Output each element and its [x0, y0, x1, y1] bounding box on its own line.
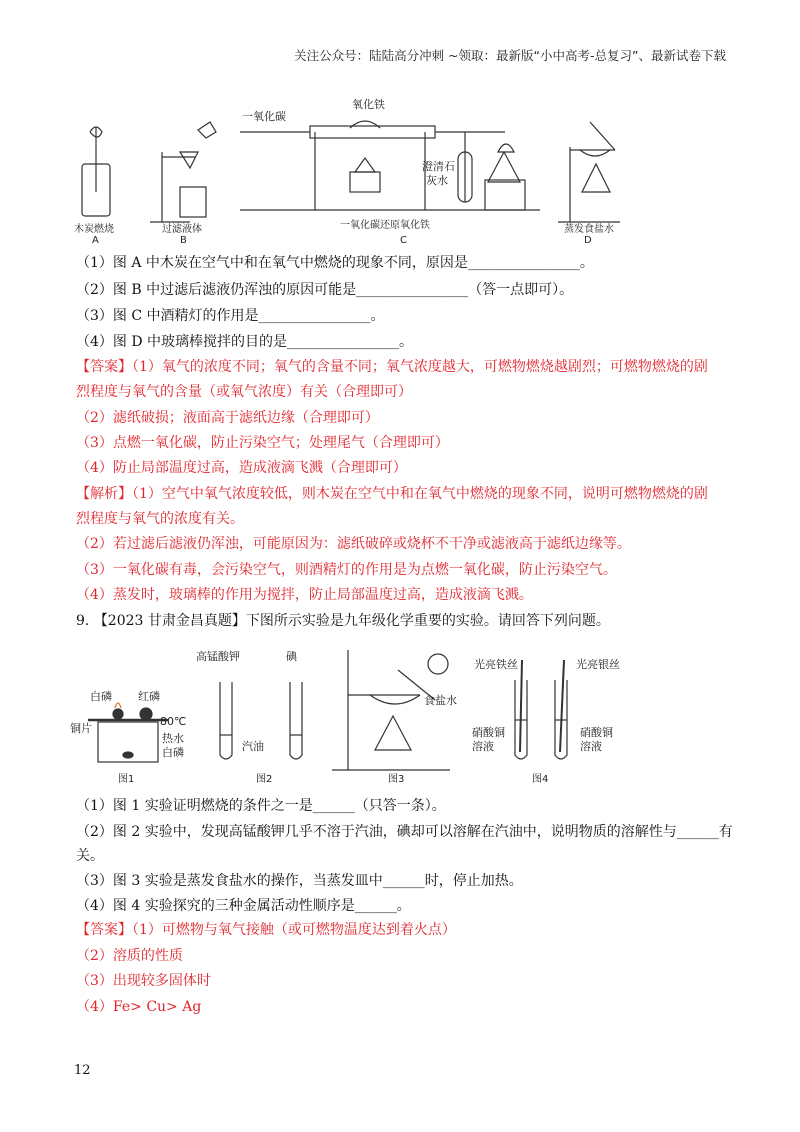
q9-question-1: （1）图 1 实验证明燃烧的条件之一是______（只答一条）。 [76, 798, 446, 814]
fig1-white-phosphorus-2: 白磷 [162, 746, 184, 759]
label-fe2o3: 氧化铁 [352, 98, 385, 111]
q9-answer-4: （4）Fe> Cu> Ag [76, 999, 202, 1015]
caption-d-letter: D [584, 235, 592, 246]
label-limewater-2: 灰水 [426, 174, 448, 187]
caption-a: 木炭燃烧 [74, 224, 114, 235]
fig1-red-phosphorus: 红磷 [138, 690, 160, 703]
q9-question-2a: （2）图 2 实验中，发现高锰酸钾几乎不溶于汽油，碘却可以溶解在汽油中，说明物质的溶解性与______有 [76, 824, 733, 840]
page-number: 12 [74, 1063, 91, 1078]
fig2-iodine: 碘 [286, 650, 297, 663]
q8-answer-1a: 【答案】（1）氧气的浓度不同；氧气的含量不同；氧气浓度越大，可燃物燃烧越剧烈；可燃物燃烧的剧 [76, 359, 708, 375]
fig4-cuno3-left-1: 硝酸铜 [472, 726, 505, 739]
figure-top-row [70, 92, 730, 252]
caption-c-letter: C [400, 235, 407, 246]
q9-title: 9. 【2023 甘肃金昌真题】下图所示实验是九年级化学重要的实验。请回答下列问题。 [76, 613, 610, 629]
fig2-gasoline: 汽油 [242, 740, 264, 753]
fig4-cuno3-right-2: 溶液 [580, 740, 602, 753]
label-co: 一氧化碳 [242, 110, 286, 123]
label-limewater-1: 澄清石 [422, 160, 455, 173]
fig4-caption: 图4 [532, 774, 549, 785]
caption-a-letter: A [92, 235, 99, 246]
q9-question-2b: 关。 [76, 848, 104, 864]
fig1-hot-water: 热水 [162, 732, 184, 745]
fig1-temperature: 80℃ [160, 715, 187, 728]
q9-question-3: （3）图 3 实验是蒸发食盐水的操作，当蒸发皿中______时，停止加热。 [76, 873, 523, 889]
q8-question-4: （4）图 D 中玻璃棒搅拌的目的是________________。 [76, 334, 414, 350]
q8-explanation-2: （2）若过滤后滤液仍浑浊，可能原因为：滤纸破碎或烧杯不干净或滤液高于滤纸边缘等。 [76, 536, 631, 552]
q9-answer-2: （2）溶质的性质 [76, 948, 183, 964]
q9-answer-3: （3）出现较多固体时 [76, 973, 211, 989]
figure-q9-row [70, 640, 690, 790]
fig2-caption: 图2 [256, 774, 273, 785]
fig3-caption: 图3 [388, 774, 405, 785]
caption-b-letter: B [180, 235, 187, 246]
fig3-salt-water: 食盐水 [424, 694, 457, 707]
q8-explanation-3: （3）一氧化碳有毒，会污染空气，则酒精灯的作用是为点燃一氧化碳，防止污染空气。 [76, 562, 617, 578]
caption-c: 一氧化碳还原氧化铁 [340, 220, 430, 231]
q8-answer-4: （4）防止局部温度过高，造成液滴飞溅（合理即可） [76, 460, 407, 476]
caption-d: 蒸发食盐水 [564, 224, 614, 235]
fig4-silver-wire: 光亮银丝 [576, 658, 620, 671]
q8-explanation-4: （4）蒸发时，玻璃棒的作用为搅拌，防止局部温度过高，造成液滴飞溅。 [76, 587, 533, 603]
q8-explanation-1b: 烈程度与氧气的浓度有关。 [76, 511, 244, 527]
page-header: 关注公众号：陆陆高分冲刺 ~领取：最新版“小中高考-总复习”、最新试卷下载 [294, 48, 726, 63]
fig4-cuno3-right-1: 硝酸铜 [580, 726, 613, 739]
fig4-cuno3-left-2: 溶液 [472, 740, 494, 753]
q8-answer-1b: 烈程度与氧气的含量（或氧气浓度）有关（合理即可） [76, 384, 412, 400]
q8-explanation-1a: 【解析】（1）空气中氧气浓度较低，则木炭在空气中和在氧气中燃烧的现象不同，说明可燃物燃烧的剧 [76, 486, 708, 502]
q8-answer-2: （2）滤纸破损；液面高于滤纸边缘（合理即可） [76, 410, 379, 426]
fig1-white-phosphorus: 白磷 [90, 690, 112, 703]
caption-b: 过滤液体 [162, 224, 202, 235]
q9-answer-1: 【答案】（1）可燃物与氧气接触（或可燃物温度达到着火点） [76, 922, 456, 938]
fig2-kmno4: 高锰酸钾 [196, 650, 240, 663]
q8-question-2: （2）图 B 中过滤后滤液仍浑浊的原因可能是________________（答一点即可）。 [76, 282, 574, 298]
q8-question-1: （1）图 A 中木炭在空气中和在氧气中燃烧的现象不同，原因是________________。 [76, 255, 594, 271]
fig1-copper-plate: 铜片 [70, 722, 92, 735]
fig1-caption: 图1 [118, 774, 135, 785]
q8-question-3: （3）图 C 中酒精灯的作用是________________。 [76, 308, 385, 324]
fig4-iron-wire: 光亮铁丝 [474, 658, 518, 671]
q9-question-4: （4）图 4 实验探究的三种金属活动性顺序是______。 [76, 898, 411, 914]
q8-answer-3: （3）点燃一氧化碳，防止污染空气；处理尾气（合理即可） [76, 435, 449, 451]
